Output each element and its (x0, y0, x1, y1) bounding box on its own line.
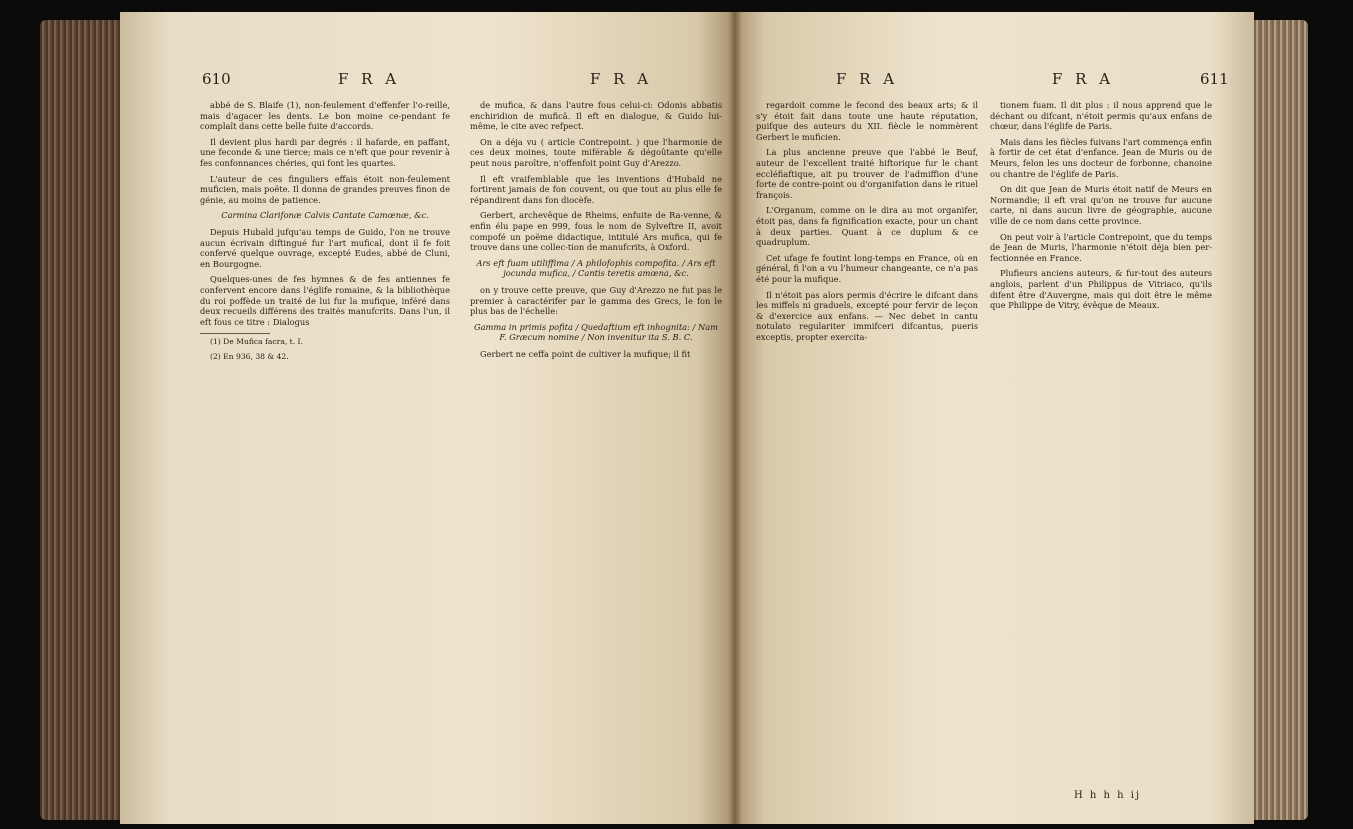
verse-block: Ars eft fuam utiliffima / A philofophis compofita. / Ars eft jocunda mufica, / Cantis teretis amœna, &c. (476, 257, 716, 279)
paragraph: on y trouve cette preuve, que Guy d'Arezzo ne fut pas le premier à caractérifer par le gamma des Grecs, le fon le plus bas de l'échelle: (470, 284, 722, 317)
paragraph: Plufieurs anciens auteurs, & fur-tout des auteurs anglois, parlent d'un Philippus de Vitriaco, qu'ils difent être d'Auvergne, mais qui doit être le même que Philippe de Vitry, évêque de Meaux. (990, 268, 1212, 311)
running-head-left-1: F R A (338, 70, 401, 88)
page-number-right: 611 (1200, 70, 1229, 88)
book-gutter (728, 12, 742, 824)
footnote-rule (200, 333, 270, 334)
right-page (734, 12, 1254, 824)
verse-line: Carmina Clarifonæ Calvis Cantate Camœnæ, &c. (221, 210, 429, 221)
paragraph: Gerbert, archevêque de Rheims, enfuite de Ra-venne, & enfin élu pape en 999, fous le nom de Sylveftre II, avoit compofé un poëme didactique, intitulé Ars mufica, qui fe trouve dans une collec-tion de manufcrits, à Oxford. (470, 210, 722, 253)
paragraph: Quelques-unes de fes hymnes & de fes antiennes fe confervent encore dans l'églife romaine, & la bibliothèque du roi poffède un traité de lui fur la mufique, inféré dans deux recueils différens des traités manufcrits. Dans l'un, il eft fous ce titre : Dialogus (200, 274, 450, 327)
paragraph: Depuis Hubald jufqu'au temps de Guido, l'on ne trouve aucun écrivain diftingué fur l'art mufical, dont il fe foit confervé quelque ouvrage, excepté Eudes, abbé de Cluni, en Bourgogne. (200, 226, 450, 269)
paragraph: On dit que Jean de Muris étoit natif de Meurs en Normandie; il eft vrai qu'on ne trouve fur aucune carte, ni dans aucun livre de géographie, aucune ville de ce nom dans cette province. (990, 184, 1212, 226)
left-page-column-2 (470, 100, 722, 364)
verse-block: Gamma in primis pofita / Quedaftium eft inhognita: / Nam F. Græcum nomine / Non invenitur ita S. B. C. (473, 321, 719, 343)
paragraph: Il eft vraifemblable que les inventions d'Hubald ne fortirent jamais de fon couvent, ou que tout au plus elle fe répandirent dans fon diocèfe. (470, 173, 722, 205)
left-page-column-1 (200, 100, 450, 367)
paragraph: tionem fuam. Il dit plus : il nous apprend que le déchant ou difcant, n'étoit permis qu'aux enfans de chœur, dans l'églife de Paris. (990, 100, 1212, 132)
paragraph: Gerbert ne ceffa point de cultiver la mufique; il fit (480, 348, 691, 359)
page-number-left: 610 (202, 70, 231, 88)
paragraph: abbé de S. Blaife (1), non-feulement d'effenfer l'o-reille, mais d'agacer les dents. Le bon moine ce-pendant fe complaît dans cette belle fuite d'accords. (200, 100, 450, 132)
paragraph: Mais dans les fiècles fuivans l'art commença enfin à fortir de cet état d'enfance. Jean de Muris ou de Meurs, felon les uns docteur de forbonne, chanoine ou chantre de l'églife de Paris. (990, 136, 1212, 179)
paragraph: Il devient plus hardi par degrés : il hafarde, en paffant, une feconde & une tierce; mais ce n'eft que pour revenir à fes confonnances chéries, qui font les quartes. (200, 136, 450, 168)
paragraph: regardoit comme le fecond des beaux arts; & il s'y étoit fait dans toute une haute réputation, puifque des auteurs du XII. fiècle le nommèrent Gerbert le muficien. (756, 100, 978, 142)
right-page-edges (1248, 20, 1308, 820)
running-head-right-2: F R A (1052, 70, 1115, 88)
open-book (40, 12, 1308, 824)
paragraph: Il n'étoit pas alors permis d'écrire le difcant dans les miffels ni graduels, excepté pour fervir de leçon & d'exercice aux enfans. — Nec debet in cantu notulato regulariter immifceri difcantus, pueris exceptis, propter exercita- (756, 289, 978, 342)
paragraph: de mufica, & dans l'autre fous celui-ci: Odonis abbatis enchiridion de muficâ. Il eft en dialogue, & Guido lui-même, le cite avec refpect. (470, 100, 722, 132)
signature-mark: H h h h ij (1074, 790, 1142, 801)
running-head-left-2: F R A (590, 70, 653, 88)
paragraph: La plus ancienne preuve que l'abbé le Beuf, auteur de l'excellent traité hiftorique fur le chant eccléfiaftique, ait pu trouver de l'admiffion d'une forte de contre-point ou d'organifation dans le rituel françois. (756, 147, 978, 200)
paragraph: On a déja vu ( article Contrepoint. ) que l'harmonie de ces deux moines, toute miférable & dégoûtante qu'elle peut nous paroître, n'offenfoit point Guy d'Arezzo. (470, 136, 722, 168)
left-page (120, 12, 734, 824)
footnote: (1) De Mufica facra, t. I. (210, 337, 303, 347)
paragraph: Cet ufage fe foutint long-temps en France, où en général, fi l'on a vu l'humeur changeante, ce n'a pas été pour la mufique. (756, 252, 978, 284)
right-page-column-1 (756, 100, 978, 347)
footnote: (2) En 936, 38 & 42. (210, 352, 289, 362)
paragraph: L'auteur de ces finguliers effais étoit non-feulement muficien, mais poëte. Il donna de grandes preuves finon de génie, au moins de patience. (200, 173, 450, 205)
running-head-right-1: F R A (836, 70, 899, 88)
paragraph: L'Organum, comme on le dira au mot organifer, étoit pas, dans fa fignification exacte, pour un chant à deux parties. Quant à ce duplum & ce quadruplum. (756, 205, 978, 248)
right-page-column-2 (990, 100, 1212, 316)
paragraph: On peut voir à l'article Contrepoint, que du temps de Jean de Muris, l'harmonie n'étoit déja bien per-fectionnée en France. (990, 231, 1212, 263)
